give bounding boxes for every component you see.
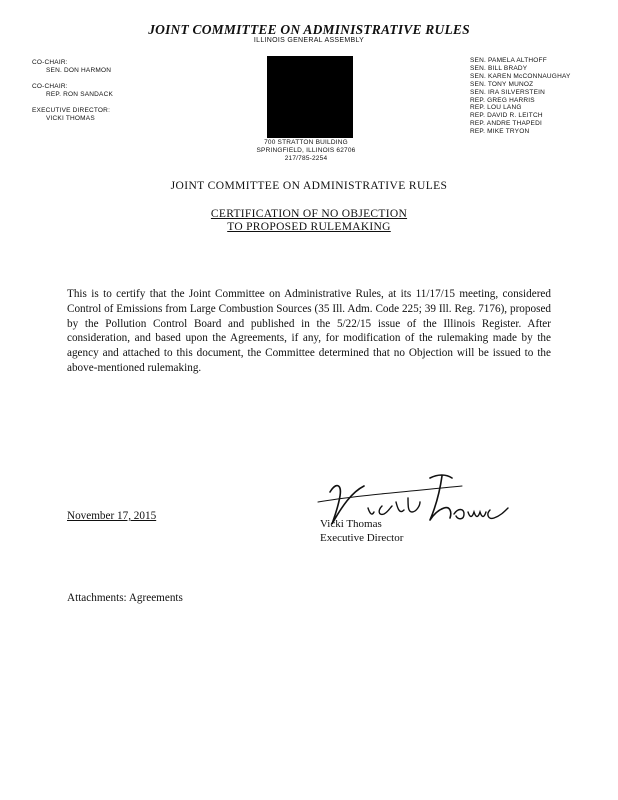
- address-line: 700 STRATTON BUILDING: [264, 139, 348, 146]
- member-line: REP. GREG HARRIS: [470, 96, 535, 104]
- member-line: SEN. KAREN McCONNAUGHAY: [470, 72, 571, 80]
- member-line: REP. ANDRE THAPEDI: [470, 120, 542, 128]
- certification-title: [0, 208, 618, 234]
- officer-line: REP. RON SANDACK: [46, 91, 114, 98]
- officer-line: VICKI THOMAS: [46, 115, 95, 122]
- letterhead-title: JOINT COMMITTEE ON ADMINISTRATIVE RULES: [148, 22, 470, 37]
- officer-line: SEN. DON HARMON: [46, 67, 112, 74]
- certification-title-line: TO PROPOSED RULEMAKING: [227, 221, 391, 233]
- redacted-seal: [267, 56, 353, 138]
- address-line: SPRINGFIELD, ILLINOIS 62706: [256, 147, 356, 154]
- member-line: REP. LOU LANG: [470, 104, 522, 112]
- letterhead-subtitle: ILLINOIS GENERAL ASSEMBLY: [253, 37, 365, 44]
- certification-body: This is to certify that the Joint Committee on Administrative Rules, at its 11/17/15 meeting, considered Control of Emissions from Large Combustion Sources (35 Ill. Adm. Code 225; 39 Ill. Reg. 7176), proposed by the Pollution Control Board and published in the 5/22/15 issue of the Illinois Register. After consideration, and based upon the Agreements, if any, for modification of the rulemaking made by the agency and attached to this document, the Committee determined that no Objection will be issued to the above-mentioned rulemaking.: [67, 288, 551, 374]
- address-line: 217/785-2254: [284, 155, 328, 162]
- officer-spacer: [32, 75, 113, 83]
- member-line: REP. DAVID R. LEITCH: [470, 112, 543, 120]
- officer-spacer: [32, 99, 113, 107]
- certification-title-line: CERTIFICATION OF NO OBJECTION: [210, 208, 408, 220]
- member-line: SEN. TONY MUNOZ: [470, 80, 534, 88]
- attachments-note: Attachments: Agreements: [67, 592, 183, 604]
- letterhead-officers: [32, 59, 113, 123]
- letterhead-members: [470, 57, 571, 136]
- officer-line: CO-CHAIR:: [32, 59, 68, 66]
- signatory-block: [320, 517, 403, 545]
- member-line: SEN. BILL BRADY: [470, 64, 528, 72]
- certification-date: November 17, 2015: [67, 510, 157, 522]
- signatory-title: Executive Director: [320, 532, 404, 544]
- document-heading: JOINT COMMITTEE ON ADMINISTRATIVE RULES: [170, 180, 448, 192]
- officer-line: EXECUTIVE DIRECTOR:: [32, 107, 111, 114]
- member-line: SEN. PAMELA ALTHOFF: [470, 57, 547, 64]
- member-line: REP. MIKE TRYON: [470, 128, 530, 136]
- signatory-name: Vicki Thomas: [320, 518, 382, 530]
- officer-line: CO-CHAIR:: [32, 83, 68, 90]
- member-line: SEN. IRA SILVERSTEIN: [470, 88, 546, 96]
- letterhead-address: [231, 139, 381, 163]
